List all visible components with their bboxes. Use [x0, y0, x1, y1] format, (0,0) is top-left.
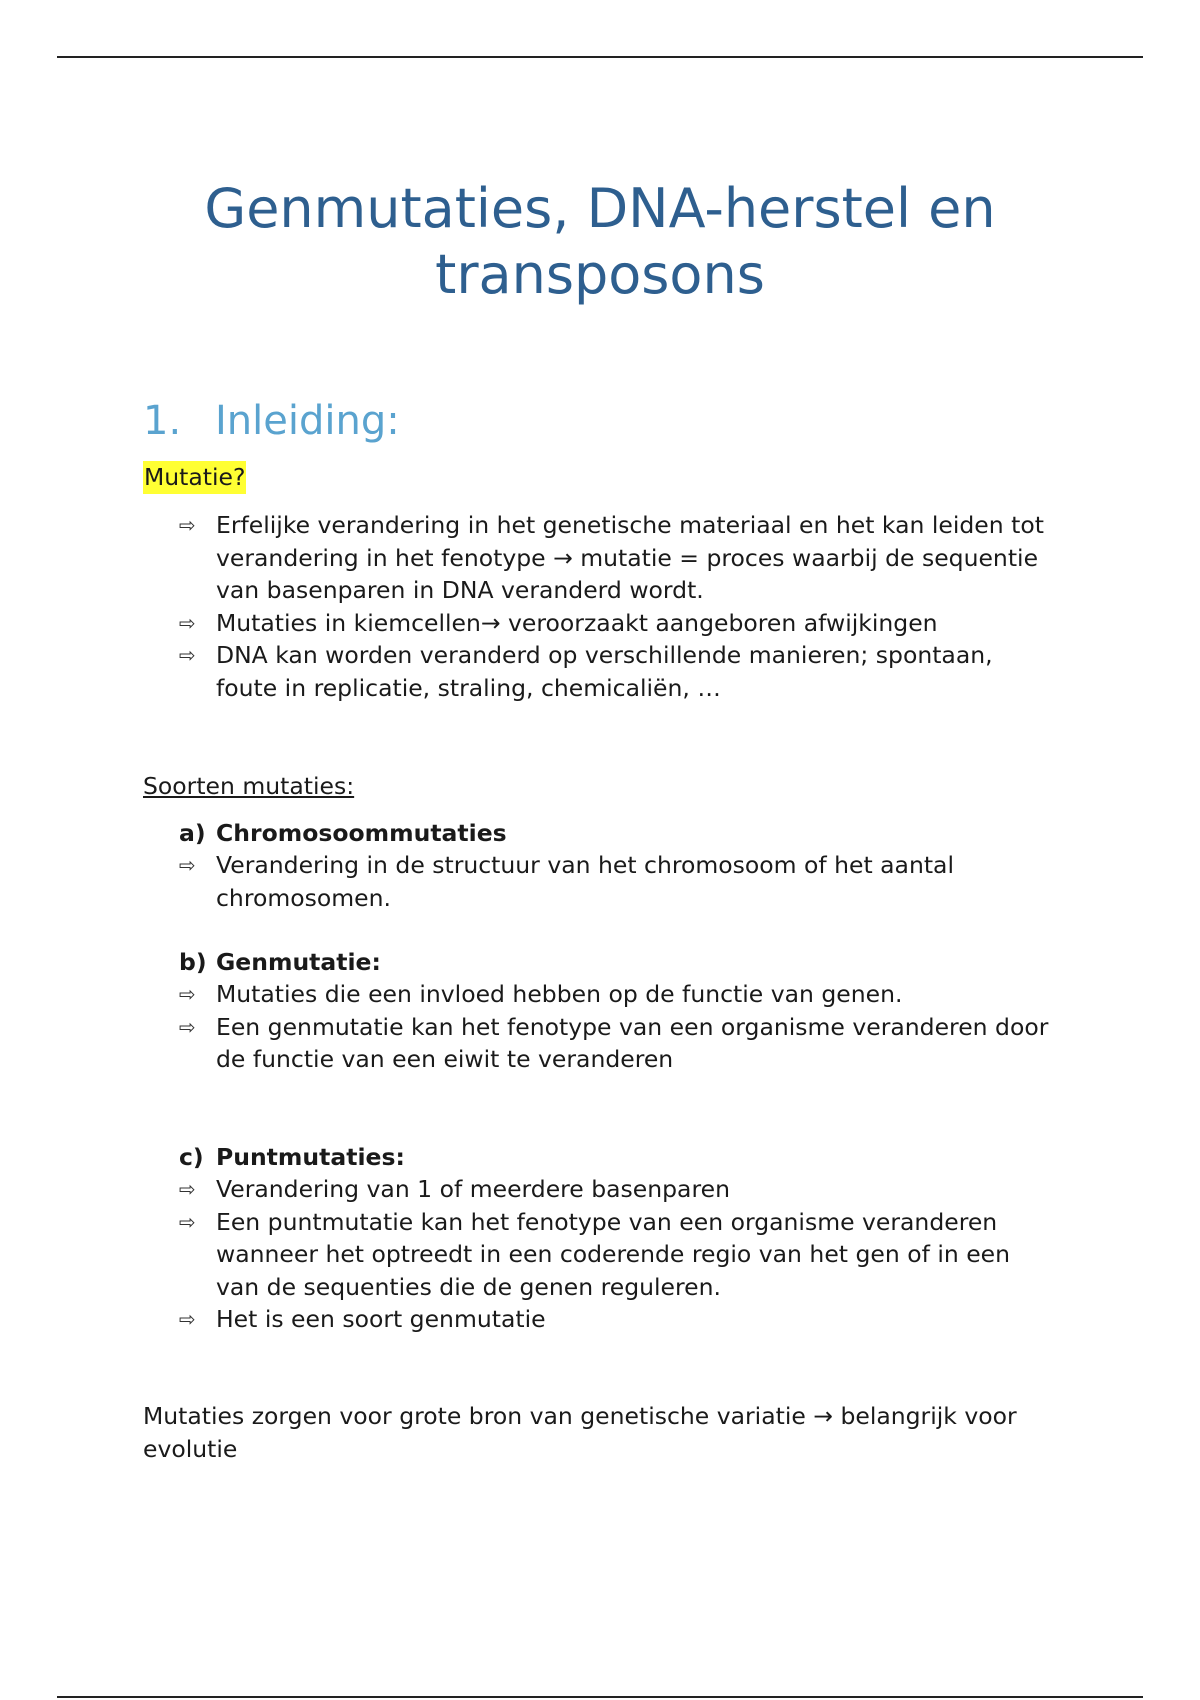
- arrow-bullet-icon: ⇨: [179, 513, 196, 537]
- intro-bullet-list: [179, 509, 1059, 704]
- list-item: ⇨ Mutaties die een invloed hebben op de functie van genen.: [179, 978, 1059, 1011]
- section-heading-inleiding: [143, 396, 400, 446]
- list-item: ⇨ Een genmutatie kan het fenotype van een organisme veranderen door de functie van een eiwit te veranderen: [179, 1012, 1049, 1073]
- header-rule: [57, 56, 1143, 58]
- arrow-bullet-icon: ⇨: [179, 1014, 196, 1039]
- arrow-bullet-icon: ⇨: [179, 610, 196, 635]
- type-heading-puntmutaties: c) Puntmutaties:: [179, 1143, 405, 1171]
- type-heading-genmutatie: b) Genmutatie:: [179, 948, 381, 976]
- arrow-bullet-icon: ⇨: [179, 1177, 196, 1201]
- list-item: ⇨ Verandering in de structuur van het chromosoom of het aantal chromosomen.: [179, 851, 954, 912]
- section-title: Inleiding:: [215, 398, 400, 444]
- highlighted-question: Mutatie?: [143, 461, 246, 494]
- list-item: ⇨ Mutaties in kiemcellen→ veroorzaakt aangeboren afwijkingen: [179, 607, 1059, 640]
- document-title: Genmutaties, DNA-herstel en transposons: [204, 177, 996, 307]
- type-c-bullet-list: [179, 1173, 1059, 1336]
- type-b-bullet-list: [179, 978, 1059, 1076]
- arrow-bullet-icon: ⇨: [179, 1307, 196, 1331]
- list-item: ⇨ Erfelijke verandering in het genetische materiaal en het kan leiden tot verandering in het fenotype → mutatie = proces waarbij de sequentie van basenparen in DNA veranderd wordt.: [179, 511, 1044, 604]
- list-item: ⇨ DNA kan worden veranderd op verschillende manieren; spontaan, foute in replicatie, straling, chemicaliën, …: [179, 641, 993, 702]
- type-a-bullet-list: [179, 849, 1059, 914]
- arrow-bullet-icon: ⇨: [179, 982, 196, 1006]
- type-heading-chromosoommutaties: a) Chromosoommutaties: [179, 819, 507, 847]
- list-item: ⇨ Het is een soort genmutatie: [179, 1303, 1059, 1336]
- arrow-bullet-icon: ⇨: [179, 1209, 196, 1234]
- list-item: ⇨ Een puntmutatie kan het fenotype van een organisme veranderen wanneer het optreedt in een coderende regio van het gen of in een van de sequenties die de genen reguleren.: [179, 1207, 1011, 1301]
- conclusion-paragraph: Mutaties zorgen voor grote bron van genetische variatie → belangrijk voor evolutie: [143, 1402, 1017, 1463]
- footer-rule: [57, 1696, 1143, 1698]
- list-item: ⇨ Verandering van 1 of meerdere basenparen: [179, 1173, 1059, 1206]
- arrow-bullet-icon: ⇨: [179, 853, 196, 877]
- section-number: 1.: [143, 398, 182, 444]
- arrow-bullet-icon: ⇨: [179, 643, 196, 667]
- subsection-label: Soorten mutaties:: [143, 772, 355, 800]
